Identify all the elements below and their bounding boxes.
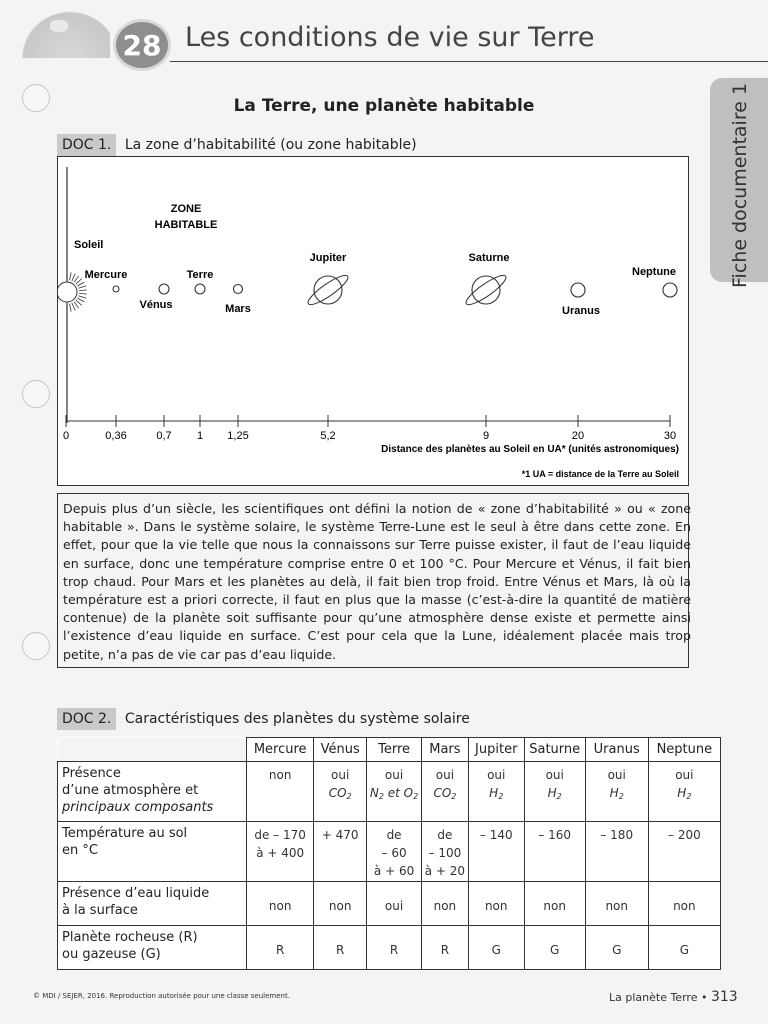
cell-line: $H_2$ (547, 786, 562, 801)
doc2-heading (57, 708, 470, 730)
axis-tick-label: 1,25 (227, 430, 249, 442)
habitable-zone-diagram (57, 156, 689, 486)
cell-line: oui (487, 768, 506, 782)
table-cell (468, 822, 524, 882)
table-cell (367, 762, 422, 822)
table-cell (367, 822, 422, 882)
table-cell: non (648, 882, 720, 926)
doc1-label: DOC 1. (57, 134, 116, 156)
axis-tick-label: 5,2 (320, 430, 336, 442)
axis-caption: Distance des planètes au Soleil en UA* (unités astronomiques) (381, 444, 679, 455)
cell-line: – 200 (668, 828, 701, 842)
table-cell (524, 822, 585, 882)
planet-7 (632, 266, 677, 297)
doc1-title: La zone d’habitabilité (ou zone habitable) (124, 137, 417, 153)
table-row (58, 882, 721, 926)
planet-3 (225, 285, 251, 316)
doc2-label: DOC 2. (57, 708, 116, 730)
footer-section: La planète Terre (609, 991, 698, 1004)
planet-5 (463, 252, 510, 309)
cell-line: $CO_2$ (328, 786, 352, 801)
globe-icon (10, 0, 110, 58)
row-header-line: Présence d’eau liquide (62, 886, 210, 901)
table-corner (58, 738, 247, 762)
footer-copyright: © MDI / SEJER, 2016. Reproduction autorisée pour une classe seulement. (33, 992, 290, 1000)
planet-icon (234, 285, 243, 294)
planet-icon (195, 284, 205, 294)
cell-line: $H_2$ (677, 786, 692, 801)
axis-note: *1 UA = distance de la Terre au Soleil (521, 469, 679, 479)
table-row (58, 822, 721, 882)
sun-icon (58, 272, 87, 312)
table-cell: non (585, 882, 648, 926)
row-header-line: Planète rocheuse (R) (62, 930, 198, 945)
cell-line: $H_2$ (489, 786, 504, 801)
table-cell: G (524, 926, 585, 970)
column-header: Neptune (648, 738, 720, 762)
table-cell (648, 762, 720, 822)
footer-bullet: • (700, 991, 711, 1004)
chapter-badge (113, 19, 171, 71)
row-header-line: principaux composants (62, 800, 214, 815)
cell-line: – 100 (428, 846, 462, 860)
cell-line: de – 170 (254, 828, 306, 842)
chapter-title: Les conditions de vie sur Terre (185, 22, 595, 53)
table-cell: R (367, 926, 422, 970)
doc2-title: Caractéristiques des planètes du système solaire (124, 711, 470, 727)
cell-line: $CO_2$ (433, 786, 457, 801)
planet-icon (113, 286, 119, 292)
row-header (58, 882, 247, 926)
table-cell: G (648, 926, 720, 970)
table-cell (585, 762, 648, 822)
table-cell: non (468, 882, 524, 926)
cell-line: oui (435, 768, 455, 782)
table-cell: non (524, 882, 585, 926)
cell-line: + 470 (321, 828, 359, 842)
column-header: Saturne (524, 738, 585, 762)
column-header: Jupiter (468, 738, 524, 762)
axis-tick-label: 9 (482, 430, 490, 442)
table-cell: oui (367, 882, 422, 926)
table-cell: non (314, 882, 367, 926)
column-header: Mercure (247, 738, 314, 762)
row-header-line: Température au sol (62, 826, 188, 841)
cell-line: $N_2$ et $O_2$ (369, 786, 419, 801)
cell-line: oui (675, 768, 694, 782)
cell-line: oui (545, 768, 564, 782)
column-header: Terre (367, 738, 422, 762)
table-cell (585, 822, 648, 882)
planet-icon (159, 284, 169, 294)
cell-line: à + 20 (424, 864, 466, 878)
table-cell: G (585, 926, 648, 970)
cell-line: $H_2$ (609, 786, 624, 801)
sun-label: Soleil (74, 239, 104, 251)
table-cell (247, 762, 314, 822)
row-header-line: en °C (62, 843, 98, 858)
planet-characteristics-table (57, 737, 721, 970)
binder-hole (22, 380, 50, 408)
planet-6 (562, 283, 600, 317)
planet-2 (187, 269, 214, 294)
table-cell: non (247, 882, 314, 926)
cell-line: oui (607, 768, 626, 782)
cell-line: – 140 (479, 828, 513, 842)
planet-label: Neptune (632, 266, 676, 278)
table-cell (468, 762, 524, 822)
axis-tick-label: 0,36 (105, 430, 127, 442)
planet-icon (663, 283, 677, 297)
zone-label-line1: ZONE (170, 203, 202, 215)
zone-label-line2: HABITABLE (154, 219, 218, 231)
axis-tick-label: 30 (663, 430, 677, 442)
planet-0 (85, 269, 128, 292)
table-cell (422, 822, 469, 882)
cell-line: – 160 (538, 828, 572, 842)
cell-line: à + 400 (256, 846, 305, 860)
planet-label: Mars (225, 303, 251, 315)
table-row (58, 762, 721, 822)
planet-label: Mercure (84, 269, 128, 281)
doc1-paragraph: Depuis plus d’un siècle, les scientifiques ont défini la notion de « zone d’habitabilité » ou « zone habitable ». Dans le système solaire, le système Terre-Lune est le seul à être dans cette zone. En effet, pour que la vie telle que nous la connaissons sur Terre puisse exister, il faut de l’eau liquide en surface, donc une température comprise entre 0 et 100 °C. Pour Mercure et Vénus, il fait bien trop chaud. Pour Mars et les planètes au delà, il fait bien trop froid. Entre Vénus et Mars, là où la température est a priori correcte, il faut en plus que la masse (c’est-à-dire la quantité de matière contenue) de la planète soit suffisante pour qu’une atmosphère dense existe et permette ainsi l’existence d’eau liquide en surface. C’est pour cela que la Lune, idéalement placée mais trop petite, n’a pas de vie car pas d’eau liquide. (63, 501, 691, 662)
cell-line: de (386, 828, 402, 842)
column-header: Mars (422, 738, 469, 762)
side-tab-label: Fiche documentaire 1 (729, 82, 751, 288)
column-header: Vénus (314, 738, 367, 762)
column-header: Uranus (585, 738, 648, 762)
planet-label: Terre (186, 269, 214, 281)
axis-tick-label: 20 (571, 430, 585, 442)
row-header (58, 822, 247, 882)
planet-label: Uranus (562, 305, 600, 317)
row-header (58, 926, 247, 970)
table-cell (422, 762, 469, 822)
table-cell (648, 822, 720, 882)
planet-label: Jupiter (309, 252, 347, 264)
row-header-line: à la surface (62, 903, 138, 918)
cell-line: – 60 (381, 846, 407, 860)
table-cell: R (247, 926, 314, 970)
planet-1 (139, 284, 172, 311)
axis-tick-label: 0 (62, 430, 70, 442)
table-cell: R (314, 926, 367, 970)
doc1-heading (57, 134, 417, 156)
table-header-row (58, 738, 721, 762)
row-header (58, 762, 247, 822)
row-header-line: d’une atmosphère et (62, 783, 199, 798)
binder-hole (22, 632, 50, 660)
row-header-line: ou gazeuse (G) (62, 947, 161, 962)
cell-line: non (268, 768, 292, 782)
planet-icon (571, 283, 585, 297)
cell-line: à + 60 (373, 864, 415, 878)
table-row (58, 926, 721, 970)
chapter-number: 28 (122, 28, 162, 62)
diagram-svg (58, 157, 690, 487)
page-title: La Terre, une planète habitable (233, 96, 535, 116)
table-cell (314, 822, 367, 882)
table-cell (524, 762, 585, 822)
table-cell (314, 762, 367, 822)
cell-line: – 180 (600, 828, 634, 842)
row-header-line: Présence (62, 766, 121, 781)
axis-tick-label: 0,7 (156, 430, 172, 442)
footer-page-number: 313 (710, 989, 738, 1005)
planet-label: Saturne (468, 252, 510, 264)
footer-page-info (609, 989, 738, 1005)
cell-line: de (437, 828, 453, 842)
table-cell (247, 822, 314, 882)
axis-tick-label: 1 (196, 430, 204, 442)
table-cell: non (422, 882, 469, 926)
planet-4 (305, 252, 351, 309)
header-divider (170, 61, 768, 62)
planet-label: Vénus (139, 299, 173, 311)
cell-line: oui (331, 768, 350, 782)
cell-line: oui (384, 768, 404, 782)
table-cell: G (468, 926, 524, 970)
table-cell: R (422, 926, 469, 970)
